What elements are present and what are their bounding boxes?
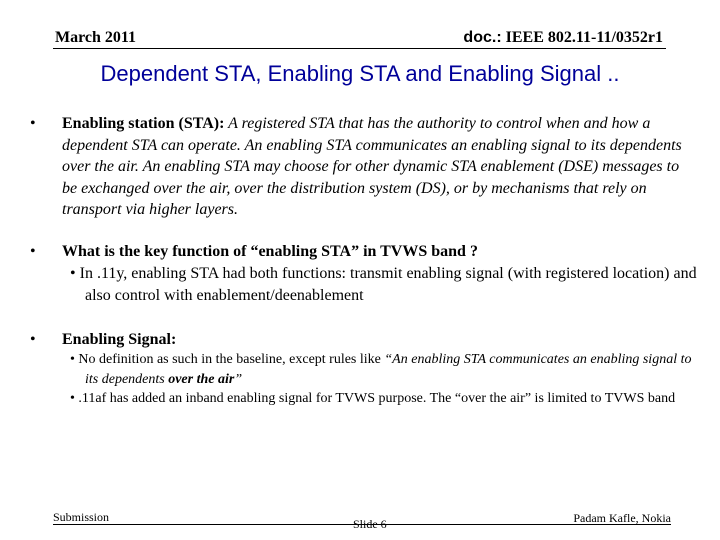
- bullet-marker-2: •: [30, 243, 36, 260]
- footer-slide-number: Slide 6: [353, 517, 387, 531]
- header-rule: [53, 48, 666, 49]
- sub-bullet-marker: •: [70, 391, 75, 406]
- footer-author: Padam Kafle, Nokia: [573, 511, 671, 525]
- doc-number: IEEE 802.11-11/0352r1: [501, 29, 663, 46]
- enabling-signal-heading: Enabling Signal:: [62, 331, 177, 348]
- enabling-sta-term: Enabling station (STA):: [62, 115, 225, 132]
- sub-bullet-marker: •: [70, 265, 76, 282]
- footer-submission: Submission: [53, 510, 110, 524]
- note-1-quote-end: ”: [234, 371, 243, 387]
- doc-label: doc.:: [463, 29, 502, 46]
- note-1-plain: No definition as such in the baseline, except rules like: [78, 352, 385, 367]
- enabling-signal-note-2: [70, 389, 705, 409]
- note-2-text: .11af has added an inband enabling signal for TVWS purpose. The “over the air” is limited to TVWS band: [78, 391, 676, 406]
- bullet-marker-1: •: [30, 115, 36, 132]
- slide-title: Dependent STA, Enabling STA and Enabling Signal ..: [100, 61, 620, 86]
- bullet-marker-3: •: [30, 331, 36, 348]
- key-function-answer-text: In .11y, enabling STA had both functions: transmit enabling signal (with registered location) and also control with enablement/deenablement: [79, 265, 697, 304]
- enabling-signal-note-1: [70, 350, 705, 389]
- header-doc-id: [463, 29, 663, 47]
- note-1-quote-emphasis: over the air: [168, 371, 235, 387]
- header-date: March 2011: [55, 29, 137, 46]
- key-function-answer: [70, 263, 705, 306]
- enabling-sta-text: A registered STA that has the authority to control when and how a dependent STA can operate. An enabling STA communicates an enabling signal to its dependents over the air. An enabling STA may choose for other dynamic STA enablement (DSE) messages to be exchanged over the air, over the distribution system (DS), or by mechanisms that rely on transport via higher layers.: [62, 115, 682, 218]
- key-function-question: What is the key function of “enabling STA” in TVWS band ?: [62, 243, 478, 260]
- sub-bullet-marker: •: [70, 352, 75, 367]
- enabling-sta-definition: [62, 113, 692, 221]
- note-1-quote: “An enabling STA communicates an enabling signal to its dependents: [85, 352, 692, 387]
